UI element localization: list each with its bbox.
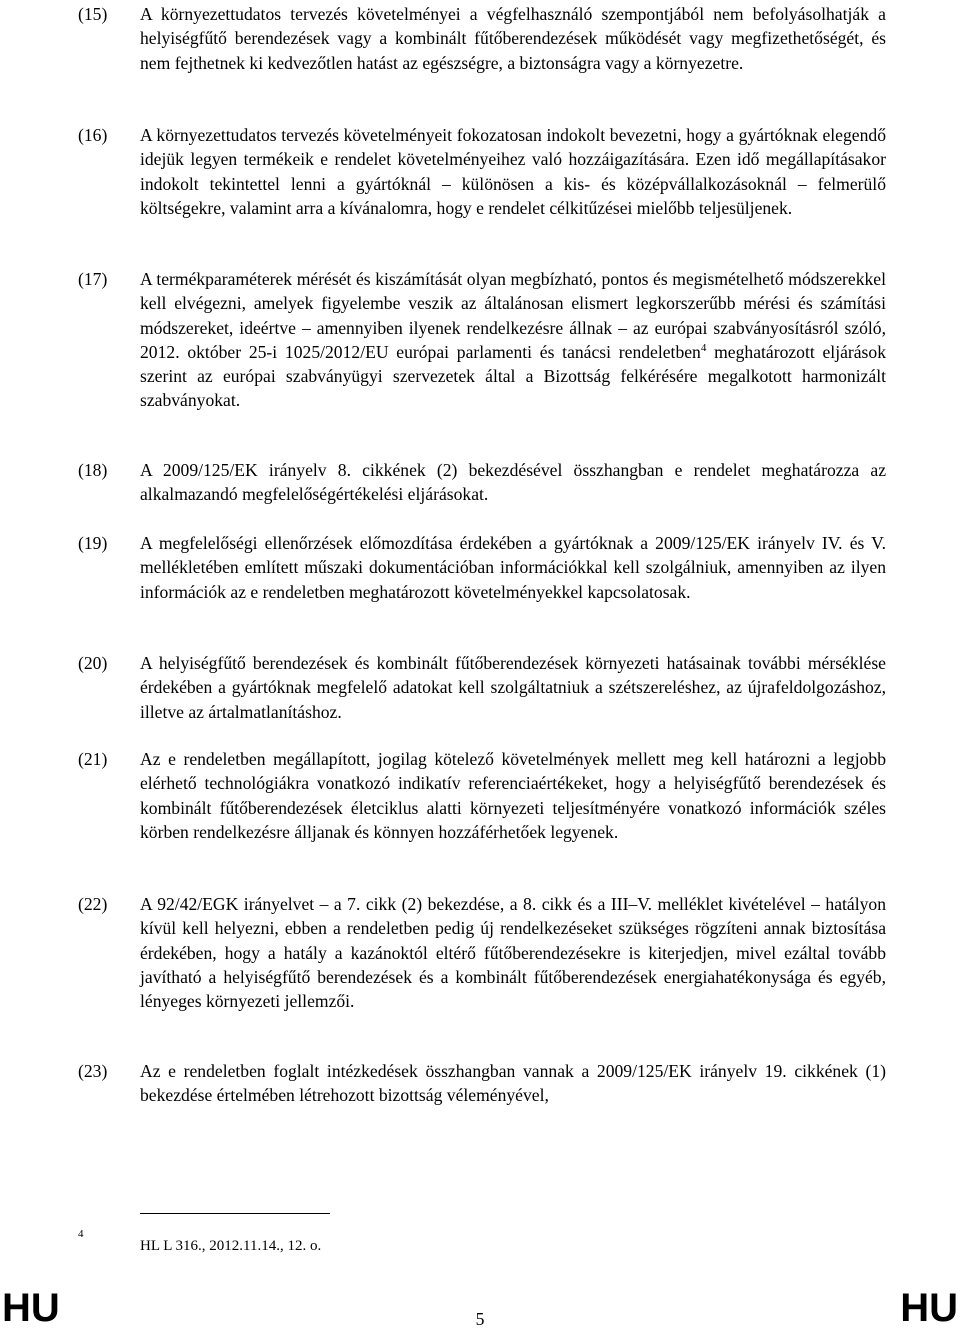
recital-number: (22) — [78, 894, 108, 914]
recital-20 — [78, 651, 886, 724]
recital-text-part: meghatározott eljárások szerint az európai szabványügyi szervezetek által a Bizottság felkérésére megalkotott harmonizált szabványokat. — [140, 341, 886, 411]
recital-19 — [78, 531, 886, 604]
recital-number: (16) — [78, 125, 108, 145]
footnote-reference[interactable]: 4 — [700, 341, 707, 354]
recital-number: (18) — [78, 460, 108, 480]
recital-17 — [78, 267, 886, 413]
recital-text: A környezettudatos tervezés követelményei a végfelhasználó szempontjából nem befolyásolhatják a helyiségfűtő berendezések vagy a kombinált fűtőberendezések működését vagy megfizethetőségét, és nem fejthetnek ki kedvezőtlen hatást az egészségre, a biztonságra vagy a környezetre. — [140, 4, 886, 73]
recital-text — [140, 267, 886, 413]
recital-number: (23) — [78, 1061, 108, 1081]
footnote-text: HL L 316., 2012.11.14., 12. o. — [140, 1238, 322, 1254]
recital-16 — [78, 123, 886, 220]
recital-21 — [78, 747, 886, 844]
recital-number: (17) — [78, 269, 108, 289]
language-code-right: HU — [900, 1286, 958, 1330]
recital-text: A 92/42/EGK irányelvet – a 7. cikk (2) bekezdése, a 8. cikk és a III–V. melléklet kivételével – hatályon kívül kell helyezni, ebben a rendeletben pedig új rendelkezéseket szükséges rögzíteni annak biztosítása érdekében, hogy a hatály a kazánoktól eltérő fűtőberendezésekre is kiterjedjen, mivel ezáltal tovább javítható a helyiségfűtő berendezések és a kombinált fűtőberendezések energiahatékonysága és egyéb, lényeges környezeti jellemzői. — [140, 894, 886, 1012]
language-code-left: HU — [2, 1286, 60, 1330]
recital-15 — [78, 2, 886, 75]
recital-text: Az e rendeletben megállapított, jogilag kötelező követelmények mellett meg kell határozni a legjobb elérhető technológiákra vonatkozó indikatív referenciaértékeket, hogy a helyiségfűtő berendezések és kombinált fűtőberendezések életciklus alatti környezeti teljesítményére vonatkozó információk széles körben rendelkezésre álljanak és könnyen hozzáférhetőek legyenek. — [140, 749, 886, 842]
recital-22 — [78, 892, 886, 1013]
recital-number: (21) — [78, 749, 108, 769]
recital-number: (19) — [78, 533, 108, 553]
recital-text: A megfelelőségi ellenőrzések előmozdítása érdekében a gyártóknak a 2009/125/EK irányelv IV. és V. mellékletében említett műszaki dokumentációban információkkal kell szolgálniuk, amennyiben az ilyen információk az e rendeletben meghatározott követelményekkel kapcsolatosak. — [140, 533, 886, 602]
recital-text: Az e rendeletben foglalt intézkedések összhangban vannak a 2009/125/EK irányelv 19. cikkének (1) bekezdése értelmében létrehozott bizottság véleményével, — [140, 1061, 886, 1106]
recital-18 — [78, 458, 886, 507]
recital-text: A környezettudatos tervezés követelményeit fokozatosan indokolt bevezetni, hogy a gyártóknak elegendő idejük legyen termékeik e rendelet követelményeihez való hozzáigazítására. Ezen idő megállapításakor indokolt tekintettel lenni a gyártóknál – különösen a kis- és középvállalkozásoknál – felmerülő költségekre, valamint arra a kívánalomra, hogy e rendelet célkitűzései mielőbb teljesüljenek. — [140, 125, 886, 218]
recital-text: A 2009/125/EK irányelv 8. cikkének (2) bekezdésével összhangban e rendelet meghatározza az alkalmazandó megfelelőségértékelési eljárásokat. — [140, 460, 886, 505]
recital-number: (20) — [78, 653, 108, 673]
footnote-mark: 4 — [78, 1228, 84, 1240]
footnote-separator — [140, 1213, 330, 1214]
recital-number: (15) — [78, 4, 108, 24]
recital-text-part: A termékparaméterek mérését és kiszámítását olyan megbízható, pontos és megismételhető módszerekkel kell elvégezni, amelyek figyelembe veszik az általánosan elismert legkorszerűbb mérési és számítási módszereket, ideértve – amennyiben ilyenek rendelkezésre állnak – az európai szabványosításról szóló, 2012. október 25-i 1025/2012/EU európai parlamenti és tanácsi rendeletben — [140, 269, 886, 362]
recital-23 — [78, 1059, 886, 1108]
page-number: 5 — [475, 1309, 485, 1329]
recital-text: A helyiségfűtő berendezések és kombinált fűtőberendezések környezeti hatásainak további mérséklése érdekében a gyártóknak megfelelő adatokat kell szolgáltatniuk a szétszereléshez, az újrafeldolgozáshoz, illetve az ártalmatlanításhoz. — [140, 653, 886, 722]
